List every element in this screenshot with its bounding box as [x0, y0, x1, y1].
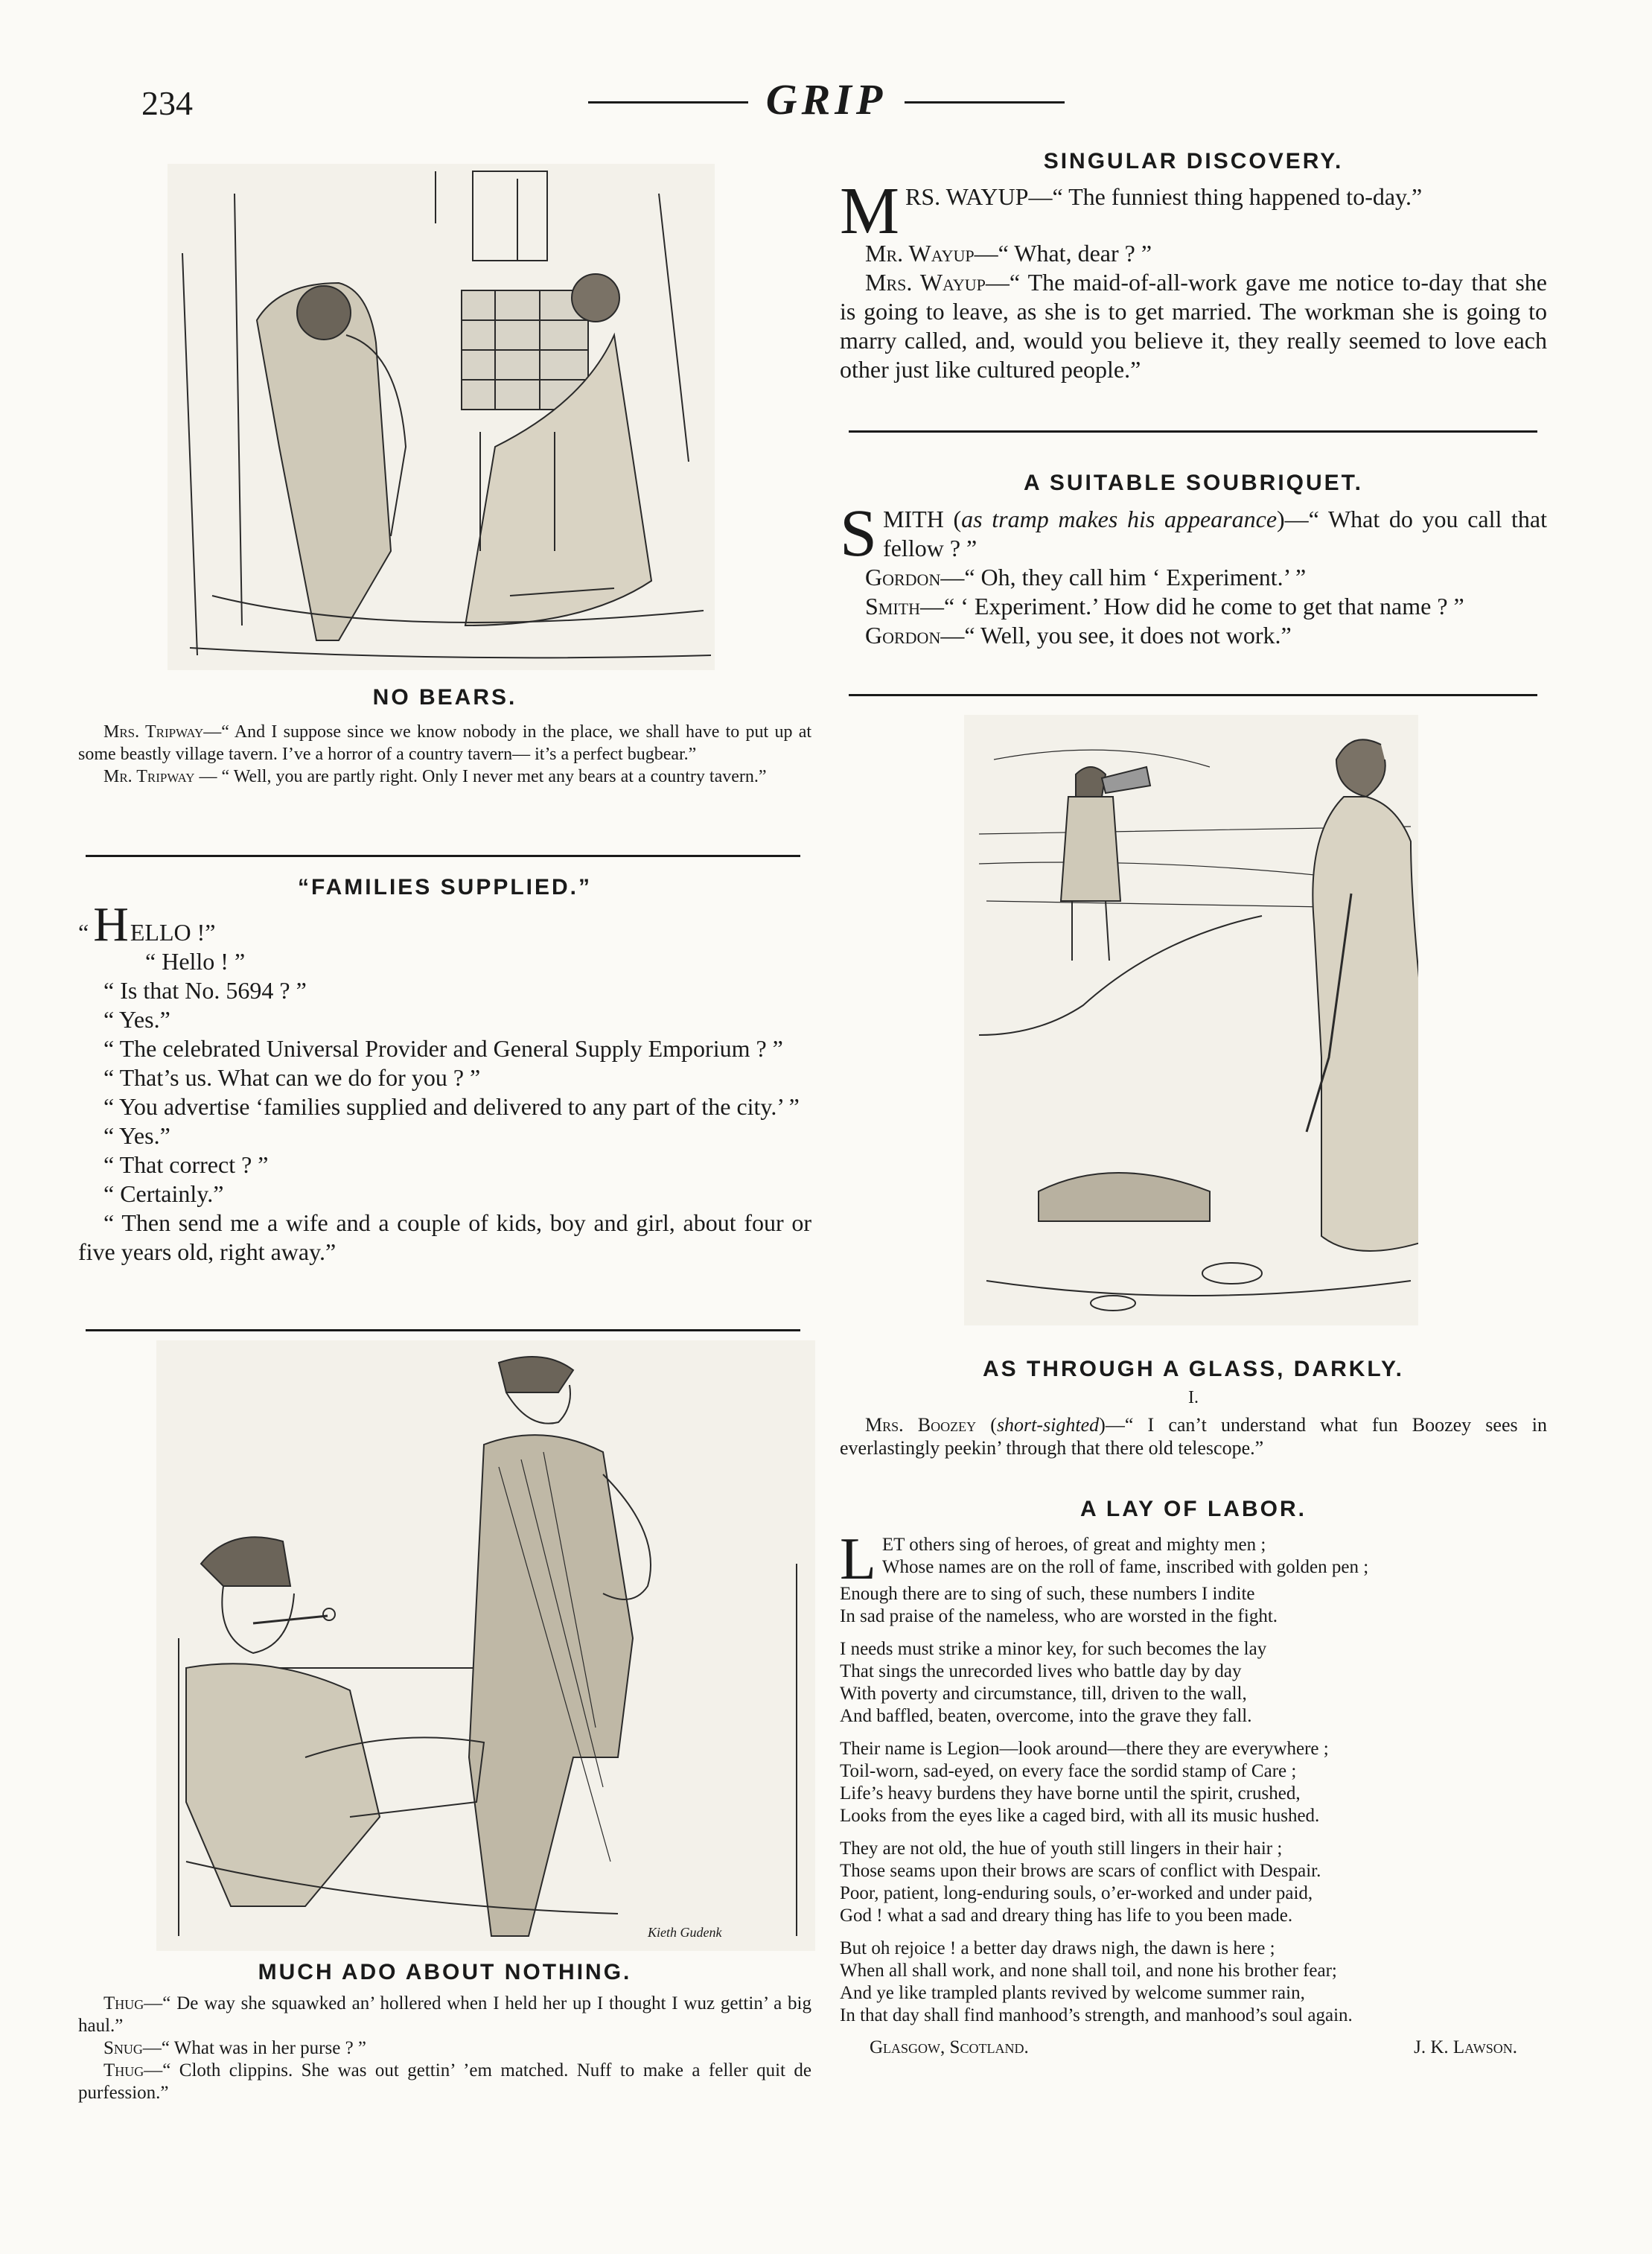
lay-line: But oh rejoice ! a better day draws nigh, the dawn is here ;	[840, 1938, 1275, 1958]
page-number: 234	[141, 84, 193, 122]
families-line-5: “ That’s us. What can we do for you ? ”	[103, 1064, 481, 1091]
lay-line: Their name is Legion—look around—there they are everywhere ;	[840, 1739, 1329, 1759]
singular-p2	[840, 239, 1547, 268]
lay-attribution	[840, 2037, 1547, 2058]
much-ado-body	[78, 1993, 811, 2104]
much-ado-p1	[78, 1993, 811, 2037]
lay-line: Poor, patient, long-enduring souls, o’er-worked and under paid,	[840, 1883, 1313, 1903]
divider	[86, 1329, 800, 1331]
speaker-thug: Thug	[103, 2060, 144, 2081]
lay-author: J. K. Lawson.	[1414, 2037, 1517, 2057]
no-bears-p2-text: — “ Well, you are partly right. Only I never met any bears at a country tavern.”	[194, 767, 767, 786]
families-line-8: “ That correct ? ”	[103, 1151, 269, 1178]
parlour-illustration	[168, 164, 715, 670]
speaker-smith: Smith	[865, 593, 921, 620]
soubriquet-p4-text: —“ Well, you see, it does not work.”	[940, 622, 1292, 649]
lay-stanza-0	[840, 1526, 1547, 1628]
families-line-1: “ Hello ! ”	[145, 948, 246, 975]
soubriquet-p1	[840, 497, 1548, 570]
lay-poem	[840, 1526, 1547, 2058]
speaker-mrs-boozey: Mrs. Boozey	[865, 1414, 977, 1436]
lay-line: With poverty and circumstance, till, driven to the wall,	[840, 1684, 1247, 1704]
speaker-mr-wayup: Mr. Wayup	[865, 240, 975, 267]
glass-caption-text: —“ I can’t understand what fun Boozey sees in everlastingly peekin’ through that there old telescope.”	[840, 1414, 1547, 1459]
soubriquet-p3-text: —“ ‘ Experiment.’ How did he come to get that name ? ”	[920, 593, 1464, 620]
soubriquet-body	[840, 497, 1548, 650]
divider	[86, 855, 800, 857]
much-ado-p3	[78, 2060, 811, 2104]
lay-dropcap: L	[840, 1526, 876, 1592]
masthead-title: GRIP	[765, 75, 887, 124]
soubriquet-p1-italic: as tramp makes his appearance	[961, 506, 1278, 532]
soubriquet-dropcap: S	[840, 497, 878, 570]
no-bears-body	[78, 721, 811, 788]
singular-p1-text: RS. WAYUP—“ The funniest thing happened to-day.”	[905, 183, 1423, 210]
much-ado-p2	[78, 2037, 811, 2060]
singular-p1	[840, 174, 1547, 248]
lay-line: In that day shall find manhood’s strength, and manhood’s soul again.	[840, 2005, 1353, 2025]
lay-line: Looks from the eyes like a caged bird, with all its music hushed.	[840, 1806, 1320, 1826]
families-line-10: “ Then send me a wife and a couple of kids, boy and girl, about four or five years old, right away.”	[78, 1209, 811, 1265]
no-bears-p1-text: —“ And I suppose since we know nobody in the place, we shall have to put up at some beastly village tavern. I’ve a horror of a country tavern— it’s a perfect bugbear.”	[78, 722, 812, 764]
singular-dropcap: M	[840, 174, 900, 248]
thug-illustration	[156, 1340, 815, 1951]
glass-numeral: I.	[1188, 1388, 1199, 1407]
soubriquet-p4	[840, 621, 1547, 650]
singular-p3-text: —“ The maid-of-all-work gave me notice to-day that she is going to leave, as she is to get married. The workman she is going to marry called, and, would you believe it, they really seemed to love each other just like cultured people.”	[840, 269, 1547, 383]
lay-line: And ye like trampled plants revived by welcome summer rain,	[840, 1983, 1305, 2003]
singular-body	[840, 174, 1547, 384]
much-ado-p3-text: —“ Cloth clippins. She was out gettin’ ’em matched. Nuff to make a feller quit de purfession.”	[78, 2060, 811, 2103]
artist-signature: Kieth Gudenk	[648, 1925, 722, 1940]
lay-line: God ! what a sad and dreary thing has life to you been made.	[840, 1906, 1293, 1926]
lay-stanza-3	[840, 1838, 1547, 1927]
speaker-mr-tripway: Mr. Tripway	[103, 767, 195, 786]
divider	[849, 694, 1537, 696]
masthead	[588, 74, 1065, 127]
lay-stanza-4	[840, 1938, 1547, 2027]
lay-line: Toil-worn, sad-eyed, on every face the sordid stamp of Care ;	[840, 1761, 1297, 1781]
lay-line: In sad praise of the nameless, who are worsted in the fight.	[840, 1606, 1278, 1626]
speaker-thug: Thug	[103, 1993, 144, 2013]
families-line-7: “ Yes.”	[103, 1122, 170, 1149]
lay-title: A LAY OF LABOR.	[1080, 1497, 1307, 1521]
open-quote: “	[78, 919, 89, 946]
speaker-mrs-wayup: Mrs. Wayup	[865, 269, 986, 296]
lay-line-text: ET others sing of heroes, of great and mighty men ;	[881, 1535, 1266, 1555]
families-line-0-text: ELLO !”	[130, 919, 216, 946]
much-ado-title: MUCH ADO ABOUT NOTHING.	[258, 1960, 632, 1984]
families-title: “FAMILIES SUPPLIED.”	[297, 875, 593, 900]
lay-line: That sings the unrecorded lives who battle day by day	[840, 1661, 1242, 1681]
families-line-3: “ Yes.”	[103, 1006, 170, 1033]
singular-title: SINGULAR DISCOVERY.	[1043, 149, 1344, 173]
no-bears-title: NO BEARS.	[372, 685, 517, 710]
families-line-2: “ Is that No. 5694 ? ”	[103, 977, 307, 1004]
soubriquet-p2-text: —“ Oh, they call him ‘ Experiment.’ ”	[940, 564, 1307, 590]
glass-body	[840, 1413, 1547, 1459]
no-bears-p2	[78, 765, 811, 788]
speaker-gordon: Gordon	[865, 622, 941, 649]
soubriquet-p1-b: )—“ What do you call that fellow ? ”	[883, 506, 1548, 561]
lay-line: I needs must strike a minor key, for such becomes the lay	[840, 1639, 1267, 1659]
speaker-gordon: Gordon	[865, 564, 941, 590]
much-ado-p1-text: —“ De way she squawked an’ hollered when I held her up I thought I wuz gettin’ a big haul.”	[78, 1993, 811, 2036]
lay-line: They are not old, the hue of youth still lingers in their hair ;	[840, 1838, 1283, 1859]
soubriquet-p2	[840, 563, 1547, 592]
lay-line: Whose names are on the roll of fame, inscribed with golden pen ;	[881, 1557, 1369, 1577]
singular-p3	[840, 268, 1547, 384]
speaker-snug: Snug	[103, 2038, 143, 2058]
lay-line: And baffled, beaten, overcome, into the grave they fall.	[840, 1706, 1252, 1726]
lay-line: Enough there are to sing of such, these numbers I indite	[840, 1584, 1255, 1604]
glass-title: AS THROUGH A GLASS, DARKLY.	[982, 1357, 1405, 1381]
no-bears-p1	[78, 721, 811, 765]
much-ado-p2-text: —“ What was in her purse ? ”	[142, 2038, 367, 2058]
soubriquet-p1-a: MITH (	[883, 506, 962, 532]
lay-line: When all shall work, and none shall toil, and none his brother fear;	[840, 1961, 1337, 1981]
lay-line: Those seams upon their brows are scars of conflict with Despair.	[840, 1861, 1321, 1881]
soubriquet-title: A SUITABLE SOUBRIQUET.	[1023, 471, 1363, 495]
families-line-4: “ The celebrated Universal Provider and General Supply Emporium ? ”	[103, 1035, 783, 1062]
lay-line: Life’s heavy burdens they have borne until the spirit, crushed,	[840, 1783, 1301, 1803]
lay-place: Glasgow, Scotland.	[870, 2037, 1029, 2057]
families-line-6: “ You advertise ‘families supplied and delivered to any part of the city.’ ”	[103, 1093, 800, 1120]
lay-stanza-2	[840, 1738, 1547, 1827]
families-dropcap: H	[93, 897, 129, 952]
soubriquet-p3	[840, 592, 1547, 621]
families-line-0	[78, 897, 811, 952]
glass-italic: short-sighted	[996, 1414, 1100, 1436]
singular-p2-text: —“ What, dear ? ”	[974, 240, 1152, 267]
divider	[849, 430, 1537, 433]
glass-caption: Mrs. Boozey (short-sighted)—“ I can’t understand what fun Boozey sees in everlastingly peekin’ through that there old telescope.”	[840, 1414, 1547, 1459]
families-body	[78, 897, 811, 1267]
families-line-9: “ Certainly.”	[103, 1180, 224, 1207]
telescope-illustration	[964, 715, 1418, 1325]
lay-stanza-1	[840, 1638, 1547, 1728]
speaker-mrs-tripway: Mrs. Tripway	[103, 722, 204, 742]
